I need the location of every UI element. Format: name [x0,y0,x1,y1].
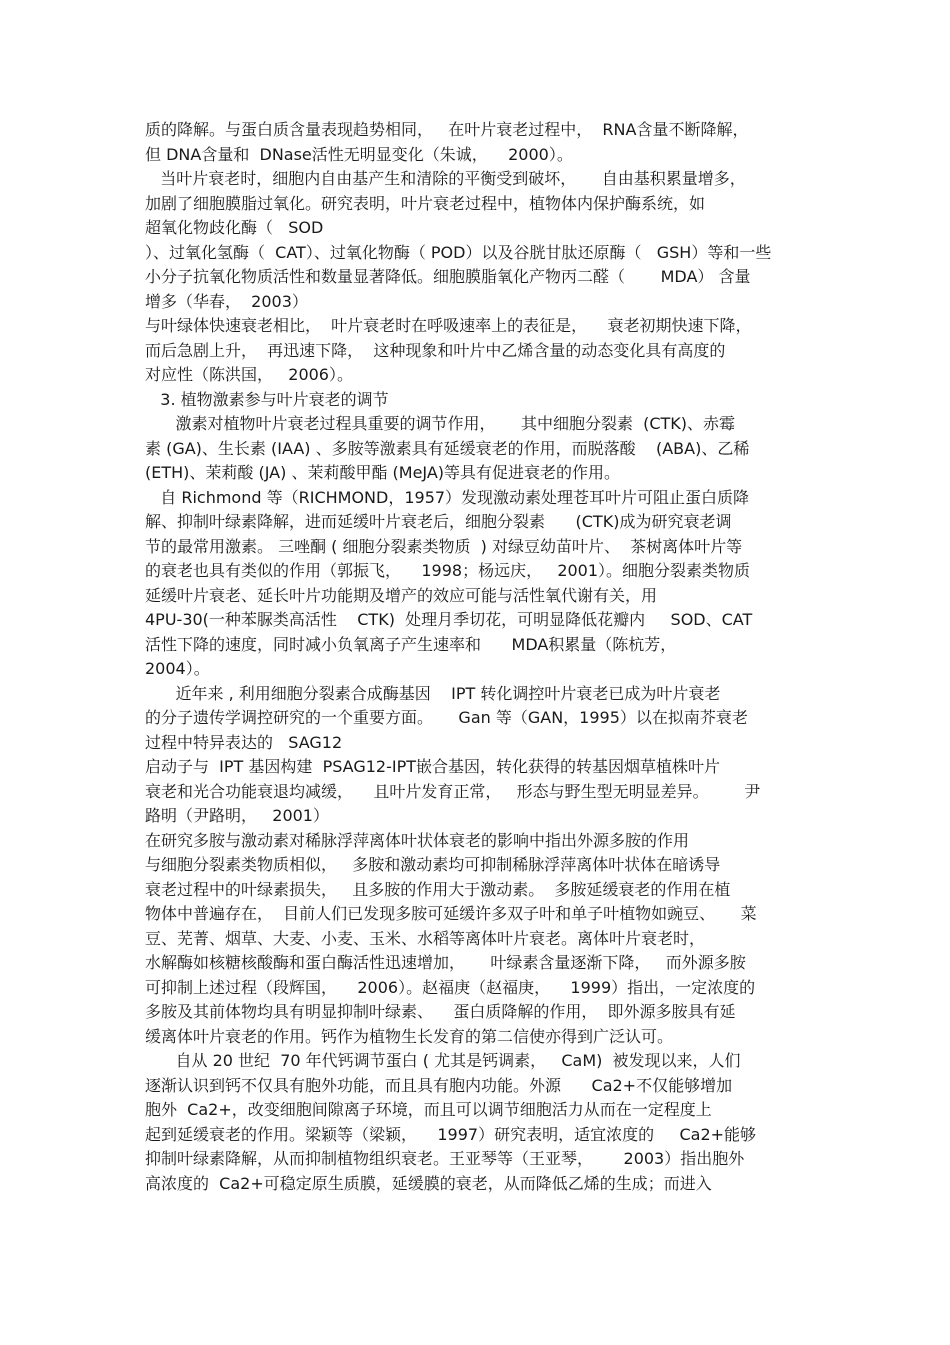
text-line: 在研究多胺与激动素对稀脉浮萍离体叶状体衰老的影响中指出外源多胺的作用 [145,830,690,850]
text-line: 与细胞分裂素类物质相似， 多胺和激动素均可抑制稀脉浮萍离体叶状体在暗诱导 [145,855,721,874]
text-line: 多胺及其前体物均具有明显抑制叶绿素、 蛋白质降解的作用， 即外源多胺具有延 [145,1002,736,1021]
text-line: (ETH)、茉莉酸 (JA) 、茉莉酸甲酯 (MeJA)等具有促进衰老的作用。 [145,463,621,482]
text-line: 增多（华春， 2003） [145,291,308,311]
text-line: 加剧了细胞膜脂过氧化。研究表明，叶片衰老过程中，植物体内保护酶系统，如 [145,193,706,213]
text-line: 缓离体叶片衰老的作用。钙作为植物生长发育的第二信使亦得到广泛认可。 [145,1026,674,1046]
text-line: 的衰老也具有类似的作用（郭振飞， 1998；杨远庆， 2001）。细胞分裂素类物质 [145,561,751,580]
section-heading: 3. 植物激素参与叶片衰老的调节 [145,389,389,409]
text-line: 2004）。 [145,659,210,678]
text-line: 抑制叶绿素降解，从而抑制植物组织衰老。王亚琴等（王亚琴， 2003）指出胞外 [145,1149,745,1168]
text-line: 而后急剧上升， 再迅速下降， 这种现象和叶片中乙烯含量的动态变化具有高度的 [145,340,726,360]
text-line: 胞外 Ca2+，改变细胞间隙离子环境，而且可以调节细胞活力从而在一定程度上 [145,1100,712,1119]
text-line: 节的最常用激素。 三唑酮 ( 细胞分裂素类物质 ) 对绿豆幼苗叶片、 茶树离体叶片等 [145,536,743,556]
text-line: ）、过氧化氢酶（ CAT）、过氧化物酶（ POD）以及谷胱甘肽还原酶（ GSH）等和一些 [145,242,772,262]
text-line: 解、抑制叶绿素降解，进而延缓叶片衰老后，细胞分裂素 (CTK)成为研究衰老调 [145,512,732,531]
text-line: 的分子遗传学调控研究的一个重要方面。 Gan 等（GAN，1995）以在拟南芥衰老 [145,708,748,727]
text-line: 自从 20 世纪 70 年代钙调节蛋白 ( 尤其是钙调素， CaM) 被发现以来，人们 [145,1051,741,1070]
text-line: 但 DNA含量和 DNase活性无明显变化（朱诚， 2000）。 [145,144,573,164]
text-line: 衰老过程中的叶绿素损失， 且多胺的作用大于激动素。 多胺延缓衰老的作用在植 [145,879,731,899]
text-line: 质的降解。与蛋白质含量表现趋势相同， 在叶片衰老过程中， RNA含量不断降解， [145,120,749,139]
text-line: 水解酶如核糖核酸酶和蛋白酶活性迅速增加， 叶绿素含量逐渐下降， 而外源多胺 [145,953,746,972]
text-line: 过程中特异表达的 SAG12 [145,732,343,752]
text-line: 当叶片衰老时，细胞内自由基产生和清除的平衡受到破坏， 自由基积累量增多， [145,169,746,188]
text-line: 自 Richmond 等（RICHMOND，1957）发现激动素处理苍耳叶片可阻止蛋白质降 [145,487,750,507]
text-line: 高浓度的 Ca2+可稳定原生质膜，延缓膜的衰老，从而降低乙烯的生成；而进入 [145,1173,712,1193]
text-line: 近年来 , 利用细胞分裂素合成酶基因 IPT 转化调控叶片衰老已成为叶片衰老 [145,683,721,703]
text-line: 衰老和光合功能衰退均减缓， 且叶片发育正常， 形态与野生型无明显差异。 尹 [145,781,761,801]
text-line: 路明（尹路明， 2001） [145,806,329,825]
text-line: 延缓叶片衰老、延长叶片功能期及增产的效应可能与活性氧代谢有关，用 [145,585,658,605]
text-line: 物体中普遍存在， 目前人们已发现多胺可延缓许多双子叶和单子叶植物如豌豆、 菜 [145,904,757,923]
text-line: 逐渐认识到钙不仅具有胞外功能，而且具有胞内功能。外源 Ca2+不仅能够增加 [145,1075,733,1095]
text-line: 豆、芜菁、烟草、大麦、小麦、玉米、水稻等离体叶片衰老。离体叶片衰老时， [145,928,706,948]
text-line: 启动子与 IPT 基因构建 PSAG12-IPT嵌合基因，转化获得的转基因烟草植株叶片 [145,757,721,776]
text-line: 素 (GA)、生长素 (IAA) 、多胺等激素具有延缓衰老的作用，而脱落酸 (ABA)、乙稀 [145,438,750,458]
text-line: 4PU-30(一种苯脲类高活性 CTK) 处理月季切花，可明显降低花瓣内 SOD、CAT [145,610,753,629]
text-line: 与叶绿体快速衰老相比， 叶片衰老时在呼吸速率上的表征是， 衰老初期快速下降， [145,316,752,335]
text-line: 激素对植物叶片衰老过程具重要的调节作用， 其中细胞分裂素 (CTK)、赤霉 [145,414,736,433]
body-text [145,118,815,1196]
text-line: 起到延缓衰老的作用。梁颖等（梁颖， 1997）研究表明，适宜浓度的 Ca2+能够 [145,1124,757,1144]
text-line: 活性下降的速度，同时减小负氧离子产生速率和 MDA积累量（陈杭芳， [145,634,677,654]
text-line: 超氧化物歧化酶（ SOD [145,218,324,237]
text-line: 对应性（陈洪国， 2006）。 [145,365,353,384]
text-line: 小分子抗氧化物质活性和数量显著降低。细胞膜脂氧化产物丙二醛（ MDA） 含量 [145,267,751,286]
text-line: 可抑制上述过程（段辉国， 2006）。赵福庚（赵福庚， 1999）指出，一定浓度的 [145,977,756,997]
